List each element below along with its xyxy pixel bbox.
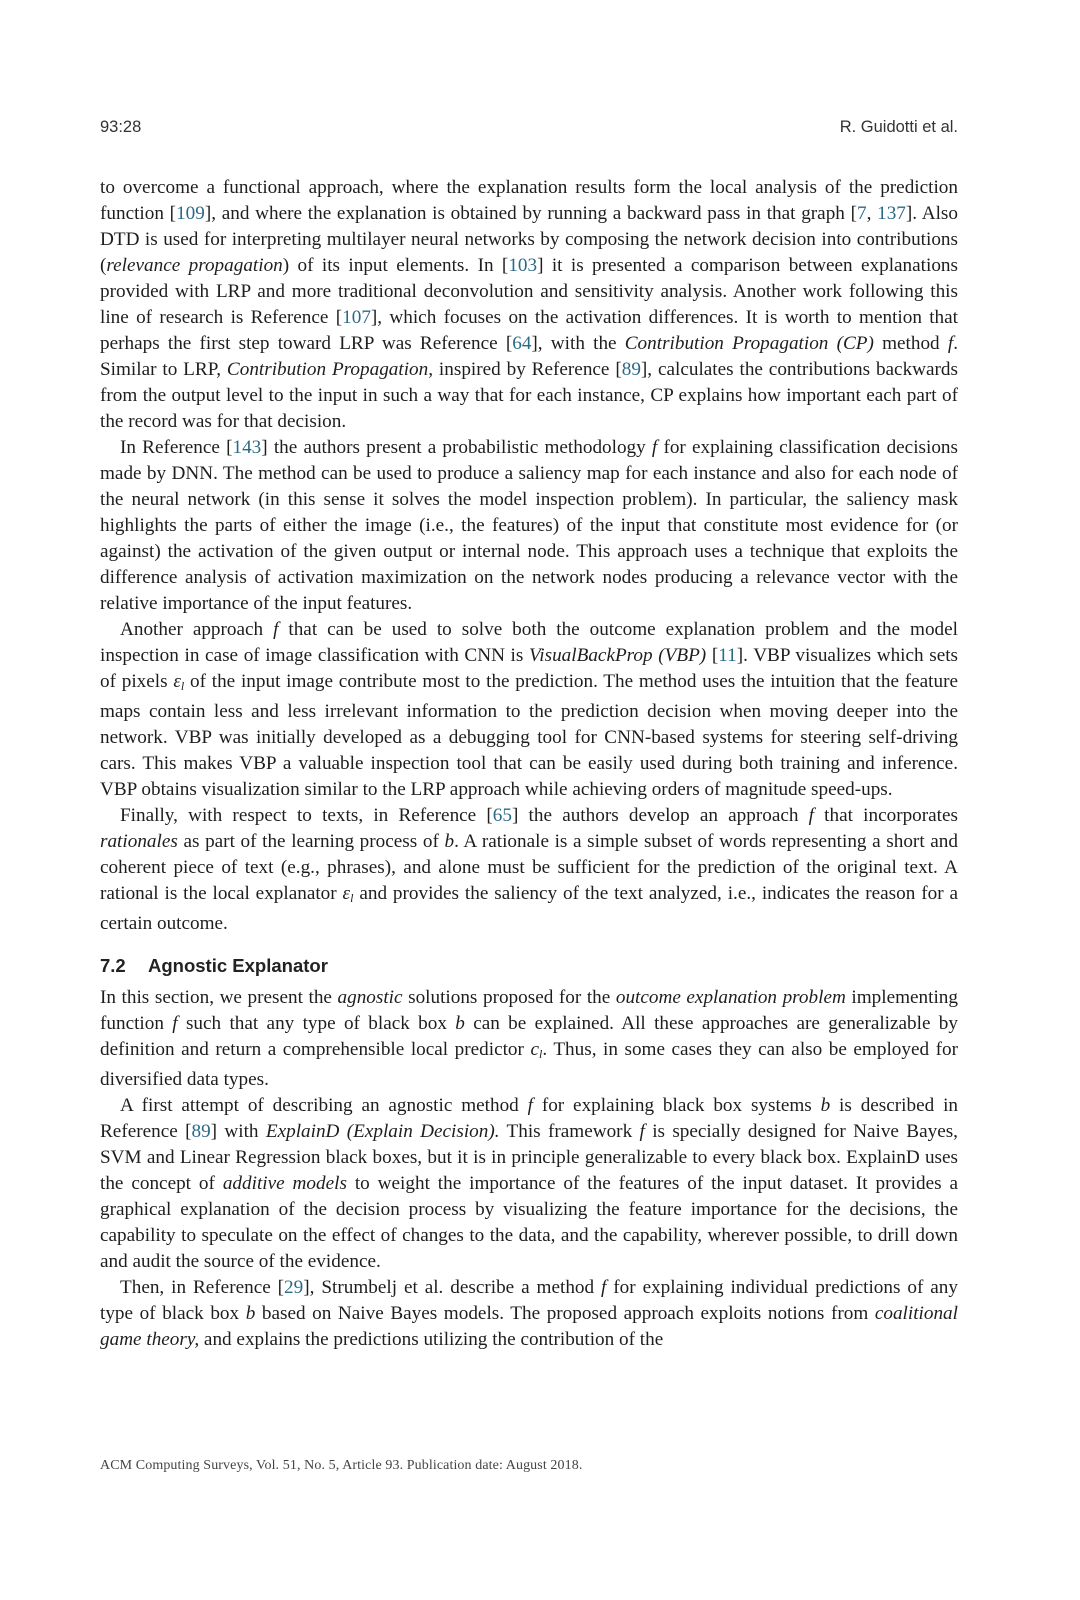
paragraph: Another approach f that can be used to solve both the outcome explanation problem and the model inspection in case of image classification with CNN is VisualBackProp (VBP) [11]. VBP visualizes which sets of pixels $\varepsilon_l$ of the input image contribute most to the prediction. The method uses the intuition that the feature maps contain less and less irrelevant information to the prediction decision when moving deeper into the network. VBP was initially developed as a debugging tool for CNN-based systems for steering self-driving cars. This makes VBP a valuable inspection tool that can be easily used during both training and inference. VBP obtains visualization similar to the LRP approach while achieving orders of magnitude speed-ups. (100, 619, 959, 800)
citation-link[interactable]: 143 (232, 437, 262, 458)
page-body (100, 175, 958, 1353)
paragraph: In Reference [143] the authors present a probabilistic methodology f for explaining classification decisions made by DNN. The method can be used to produce a saliency map for each instance and also for each node of the neural network (in this sense it solves the model inspection problem). In particular, the saliency mask highlights the parts of either the image (i.e., the features) of the input that constitute most evidence for (or against) the activation of the given output or internal node. This approach uses a technique that exploits the difference analysis of activation maximization on the network nodes producing a relevance vector with the relative importance of the input features. (100, 437, 958, 614)
emphasis-text: b (820, 1095, 831, 1116)
emphasis-text: ε (173, 671, 181, 692)
emphasis-text: f (601, 1277, 607, 1298)
emphasis-text: VisualBackProp (VBP) (529, 645, 707, 666)
emphasis-text: f (808, 805, 814, 826)
section-heading (100, 953, 958, 979)
emphasis-text: b (455, 1013, 465, 1034)
emphasis-text: agnostic (337, 987, 403, 1008)
subscript: l (538, 1047, 543, 1061)
emphasis-text: f (639, 1121, 645, 1142)
emphasis-text: f (273, 619, 279, 640)
citation-link[interactable]: 64 (512, 333, 532, 354)
citation-link[interactable]: 107 (342, 307, 371, 328)
emphasis-text: rationales (100, 831, 178, 852)
running-authors: R. Guidotti et al. (839, 118, 958, 136)
emphasis-text: f (651, 437, 658, 458)
citation-link[interactable]: 29 (284, 1277, 304, 1298)
emphasis-text: additive models (222, 1173, 347, 1194)
journal-footer: ACM Computing Surveys, Vol. 51, No. 5, Article 93. Publication date: August 2018. (100, 1458, 583, 1473)
emphasis-text: Contribution Propagation (CP) (624, 333, 874, 354)
subscript: l (180, 679, 185, 693)
emphasis-text: ε (342, 883, 351, 904)
emphasis-text: Contribution Propagation, (226, 359, 434, 380)
citation-link[interactable]: 11 (718, 645, 737, 666)
emphasis-text: f (527, 1095, 533, 1116)
subscript: l (350, 891, 354, 905)
citation-link[interactable]: 65 (492, 805, 512, 826)
paragraph: In this section, we present the agnostic solutions proposed for the outcome explanation problem implementing function f such that any type of black box b can be explained. All these approaches are generalizable by definition and return a comprehensible local predictor $c_l$. Thus, in some cases they can also be employed for diversified data types. (100, 987, 958, 1090)
emphasis-text: b (444, 831, 455, 852)
paragraph: A first attempt of describing an agnostic method f for explaining black box systems b is described in Reference [89] with ExplainD (Explain Decision). This framework f is specially designed for Naive Bayes, SVM and Linear Regression black boxes, but it is in principle generalizable to every black box. ExplainD uses the concept of additive models to weight the importance of the features of the input dataset. It provides a graphical explanation of the decision process by visualizing the feature importance for the decisions, the capability to speculate on the effect of changes to the data, and the capability, wherever possible, to drill down and audit the source of the evidence. (100, 1095, 959, 1272)
citation-link[interactable]: 7 (857, 203, 867, 224)
emphasis-text: relevance propagation (106, 255, 283, 276)
emphasis-text: outcome explanation problem (615, 987, 846, 1008)
page-number: 93:28 (100, 118, 142, 136)
emphasis-text: f (172, 1013, 178, 1034)
emphasis-text: b (245, 1303, 256, 1324)
paragraph: to overcome a functional approach, where the explanation results form the local analysis of the prediction function [109], and where the explanation is obtained by running a backward pass in that graph [7, 137]. Also DTD is used for interpreting multilayer neural networks by composing the network decision into contributions (relevance propagation) of its input elements. In [103] it is presented a comparison between explanations provided with LRP and more traditional deconvolution and sensitivity analysis. Another work following this line of research is Reference [107], which focuses on the activation differences. It is worth to mention that perhaps the first step toward LRP was Reference [64], with the Contribution Propagation (CP) method f. Similar to LRP, Contribution Propagation, inspired by Reference [89], calculates the contributions backwards from the output level to the input in such a way that for each instance, CP explains how important each part of the record was for that decision. (100, 177, 958, 432)
section-title: Agnostic Explanator (148, 955, 328, 976)
citation-link[interactable]: 137 (877, 203, 906, 224)
paragraph: Finally, with respect to texts, in Reference [65] the authors develop an approach f that incorporates rationales as part of the learning process of b. A rationale is a simple subset of words representing a short and coherent piece of text (e.g., phrases), and alone must be sufficient for the prediction of the original text. A rational is the local explanator $\varepsilon_l$ and provides the saliency of the text analyzed, i.e., indicates the reason for a certain outcome. (100, 805, 958, 934)
emphasis-text: c (530, 1039, 539, 1060)
section-number: 7.2 (100, 955, 126, 976)
citation-link[interactable]: 89 (621, 359, 641, 380)
citation-link[interactable]: 103 (508, 255, 538, 276)
citation-link[interactable]: 109 (176, 203, 205, 224)
running-header (100, 118, 958, 142)
emphasis-text: coalitional game theory, (100, 1303, 958, 1350)
paragraph: Then, in Reference [29], Strumbelj et al. describe a method f for explaining individual predictions of any type of black box b based on Naive Bayes models. The proposed approach exploits notions from coalitional game theory, and explains the predictions utilizing the contribution of the (100, 1277, 958, 1350)
emphasis-text: f (947, 333, 954, 354)
citation-link[interactable]: 89 (191, 1121, 211, 1142)
emphasis-text: ExplainD (Explain Decision). (265, 1121, 500, 1142)
